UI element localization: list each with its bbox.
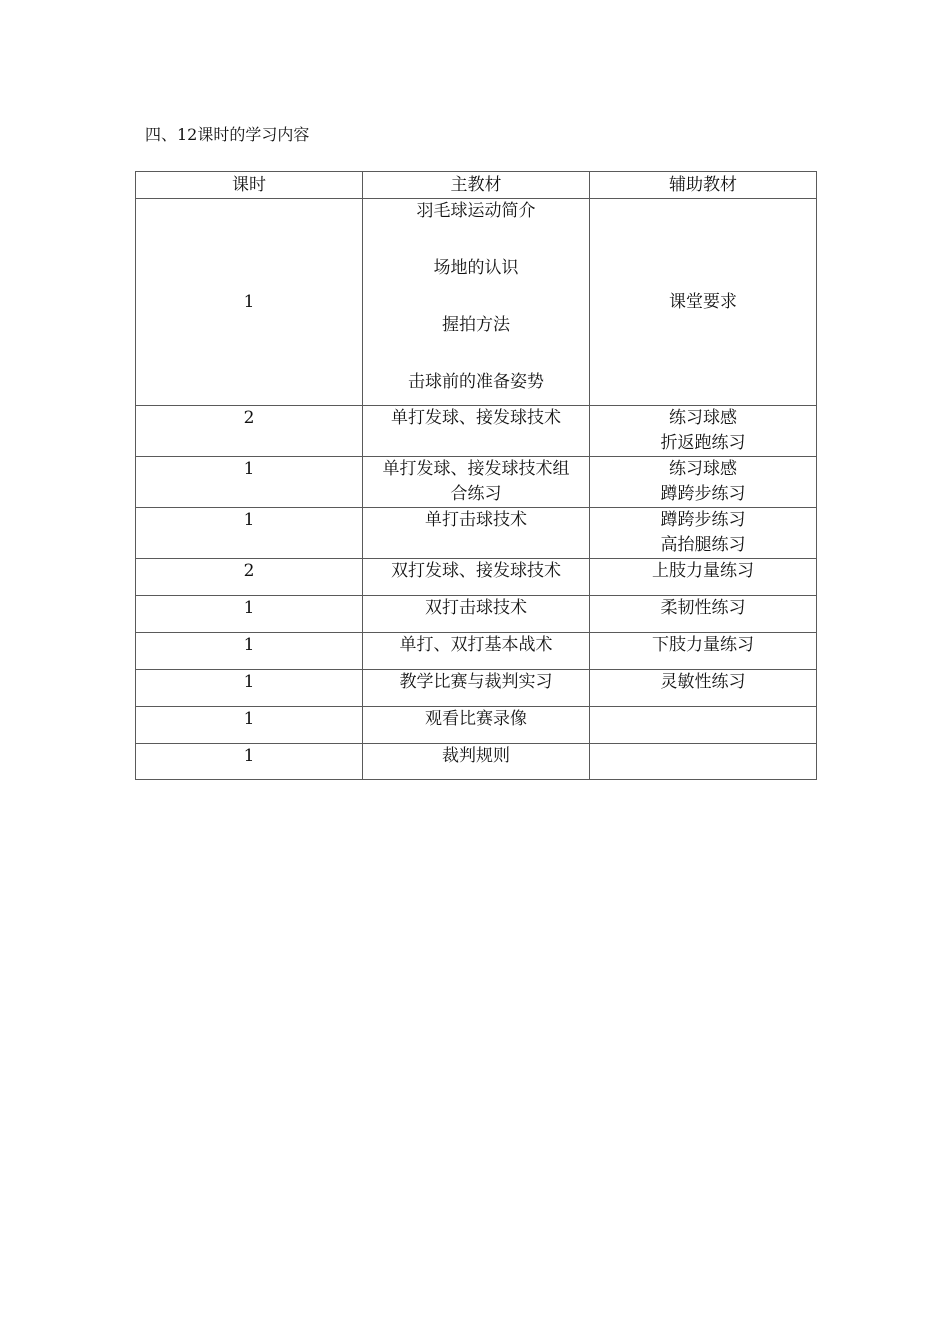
aux-cell	[590, 744, 817, 780]
main-cell	[363, 633, 590, 670]
main-line: 场地的认识	[433, 258, 519, 278]
hours-cell: 1	[136, 596, 363, 633]
aux-cell	[590, 633, 817, 670]
aux-line: 蹲跨步练习	[660, 484, 746, 504]
table-row	[136, 457, 817, 508]
aux-line: 折返跑练习	[660, 433, 746, 453]
main-cell	[363, 596, 590, 633]
hours-cell: 1	[136, 633, 363, 670]
aux-cell	[590, 596, 817, 633]
aux-line: 课堂要求	[669, 291, 737, 312]
aux-line: 蹲跨步练习	[660, 510, 746, 530]
aux-cell	[590, 559, 817, 596]
aux-line: 练习球感	[669, 459, 737, 479]
table-header-row	[136, 172, 817, 199]
table-row	[136, 199, 817, 406]
main-line: 观看比赛录像	[425, 709, 527, 729]
table-row	[136, 596, 817, 633]
table-row	[136, 744, 817, 780]
main-cell	[363, 670, 590, 707]
lesson-table	[135, 171, 817, 780]
aux-line: 上肢力量练习	[652, 561, 754, 581]
table-row	[136, 508, 817, 559]
main-cell	[363, 707, 590, 744]
main-line: 单打击球技术	[425, 510, 527, 530]
header-cell-main: 主教材	[363, 172, 590, 199]
main-cell	[363, 744, 590, 780]
aux-line: 下肢力量练习	[652, 635, 754, 655]
aux-line: 高抬腿练习	[660, 535, 746, 555]
main-line: 羽毛球运动简介	[416, 201, 536, 221]
table-row	[136, 406, 817, 457]
hours-cell: 2	[136, 559, 363, 596]
main-line: 单打、双打基本战术	[399, 635, 553, 655]
main-cell	[363, 199, 590, 406]
table-row	[136, 707, 817, 744]
aux-cell	[590, 457, 817, 508]
main-line: 合练习	[450, 484, 502, 504]
hours-cell: 1	[136, 199, 363, 406]
main-line: 双打击球技术	[425, 598, 527, 618]
aux-cell	[590, 707, 817, 744]
aux-cell	[590, 406, 817, 457]
table-row	[136, 670, 817, 707]
main-cell	[363, 559, 590, 596]
hours-cell: 1	[136, 707, 363, 744]
table-row	[136, 633, 817, 670]
main-cell	[363, 406, 590, 457]
aux-line: 灵敏性练习	[660, 672, 746, 692]
main-line: 教学比赛与裁判实习	[399, 672, 553, 692]
hours-cell: 2	[136, 406, 363, 457]
table-row	[136, 559, 817, 596]
main-line: 双打发球、接发球技术	[391, 561, 561, 581]
hours-cell: 1	[136, 744, 363, 780]
aux-line: 柔韧性练习	[660, 598, 746, 618]
page-heading: 四、12课时的学习内容	[145, 125, 310, 144]
aux-line: 练习球感	[669, 408, 737, 428]
main-line: 单打发球、接发球技术	[391, 408, 561, 428]
aux-cell	[590, 670, 817, 707]
aux-cell	[590, 508, 817, 559]
header-cell-hours: 课时	[136, 172, 363, 199]
main-line: 握拍方法	[442, 315, 510, 335]
main-line: 击球前的准备姿势	[408, 372, 544, 392]
main-line: 单打发球、接发球技术组	[382, 459, 570, 479]
aux-cell	[590, 199, 817, 406]
main-line: 裁判规则	[442, 746, 510, 766]
hours-cell: 1	[136, 508, 363, 559]
main-cell	[363, 457, 590, 508]
header-cell-aux: 辅助教材	[590, 172, 817, 199]
hours-cell: 1	[136, 670, 363, 707]
main-cell	[363, 508, 590, 559]
hours-cell: 1	[136, 457, 363, 508]
